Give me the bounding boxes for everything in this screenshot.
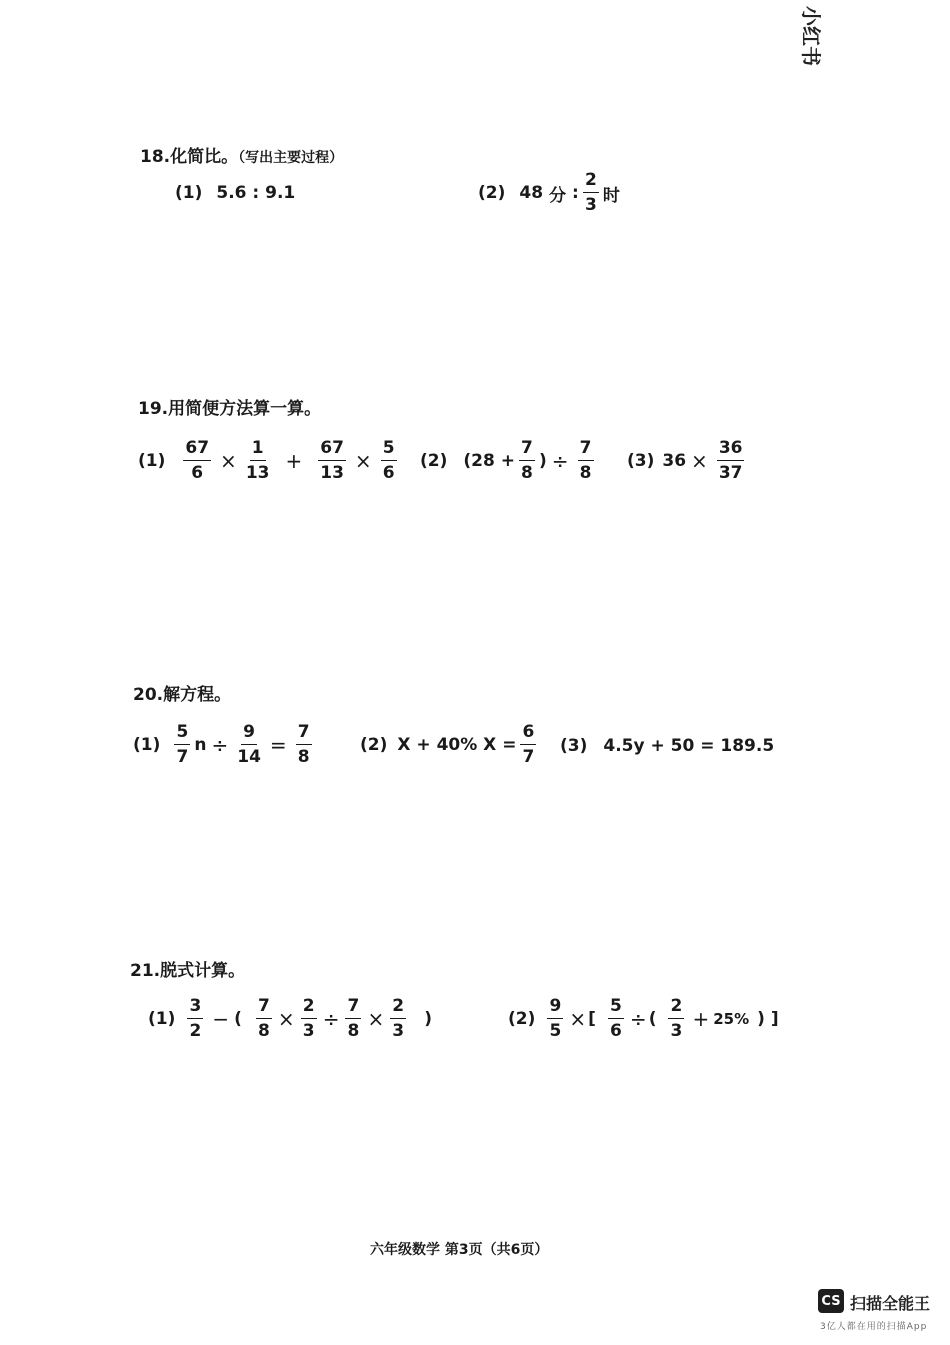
q19-title: 19.用简便方法算一算。 bbox=[138, 399, 322, 419]
watermark-tagline: 3亿人都在用的扫描App bbox=[820, 1322, 928, 1332]
fraction: $\frac{7}{8}$ bbox=[345, 998, 361, 1040]
fraction: $\frac{67}{13}$ bbox=[320, 438, 344, 483]
fraction: $\frac{36}{37}$ bbox=[718, 438, 743, 483]
brand-label: 小红书 bbox=[799, 6, 823, 66]
fraction: $\frac{7}{8}$ bbox=[519, 440, 535, 482]
q18-part1-expr: 5.6 : 9.1 bbox=[216, 183, 296, 203]
q20-title: 20.解方程。 bbox=[133, 685, 232, 705]
fraction: $\frac{5}{6}$ bbox=[608, 998, 624, 1040]
q20-part3: (3) 4.5y + 50 = 189.5 bbox=[560, 736, 775, 756]
q21-title: 21.脱式计算。 bbox=[130, 961, 246, 981]
watermark-name: 扫描全能王 bbox=[850, 1294, 931, 1313]
q18-part1: (1) 5.6 : 9.1 bbox=[175, 183, 296, 203]
q20-part1: (1) $\frac{5}{7}$ n ÷ $\frac{9}{14}$ = $\frac{7}{8}$ bbox=[133, 724, 316, 766]
fraction: $\frac{2}{3}$ bbox=[390, 998, 406, 1040]
q19-part3: (3) 36 × $\frac{36}{37}$ bbox=[627, 438, 743, 483]
q18-part2: (2) 48 分 : $\frac{2}{3}$ 时 bbox=[478, 170, 620, 215]
q20-part2: (2) X + 40% X = $\frac{6}{7}$ bbox=[360, 724, 540, 766]
fraction: $\frac{5}{7}$ bbox=[174, 724, 190, 766]
cs-logo-icon: CS bbox=[818, 1289, 844, 1313]
fraction: $\frac{1}{13}$ bbox=[245, 438, 270, 483]
q21-part2: (2) $\frac{9}{5}$ × [ $\frac{5}{6}$ ÷ ( $\frac{2}{3}$ + 25% ) ] bbox=[508, 996, 779, 1041]
q19-part1: (1) $\frac{67}{6}$ × $\frac{1}{13}$ + $\frac{67}{13}$ × $\frac{5}{6}$ bbox=[138, 440, 401, 482]
fraction: $\frac{67}{6}$ bbox=[185, 438, 210, 483]
q21-part1: (1) $\frac{3}{2}$ − ( $\frac{7}{8}$ × $\frac{2}{3}$ ÷ $\frac{7}{8}$ × $\frac{2}{3}$ ) bbox=[148, 996, 432, 1041]
fraction: $\frac{5}{6}$ bbox=[381, 440, 397, 482]
page-footer: 六年级数学 第3页（共6页） bbox=[370, 1242, 549, 1258]
fraction: $\frac{9}{5}$ bbox=[547, 998, 563, 1040]
q18-title: 18.化简比。（写出主要过程） bbox=[140, 147, 344, 167]
fraction: $\frac{9}{14}$ bbox=[237, 722, 261, 767]
fraction: $\frac{2}{3}$ bbox=[583, 172, 599, 214]
fraction: $\frac{2}{3}$ bbox=[301, 998, 317, 1040]
fraction: $\frac{7}{8}$ bbox=[578, 440, 594, 482]
q19-part2: (2) (28 + $\frac{7}{8}$ ) ÷ $\frac{7}{8}$ bbox=[420, 440, 598, 482]
brand-mark bbox=[798, 2, 826, 72]
fraction: $\frac{3}{2}$ bbox=[187, 998, 203, 1040]
fraction: $\frac{6}{7}$ bbox=[520, 724, 536, 766]
q18-note: （写出主要过程） bbox=[238, 150, 344, 166]
fraction: $\frac{7}{8}$ bbox=[296, 724, 312, 766]
fraction: $\frac{7}{8}$ bbox=[256, 998, 272, 1040]
fraction: $\frac{2}{3}$ bbox=[668, 998, 684, 1040]
